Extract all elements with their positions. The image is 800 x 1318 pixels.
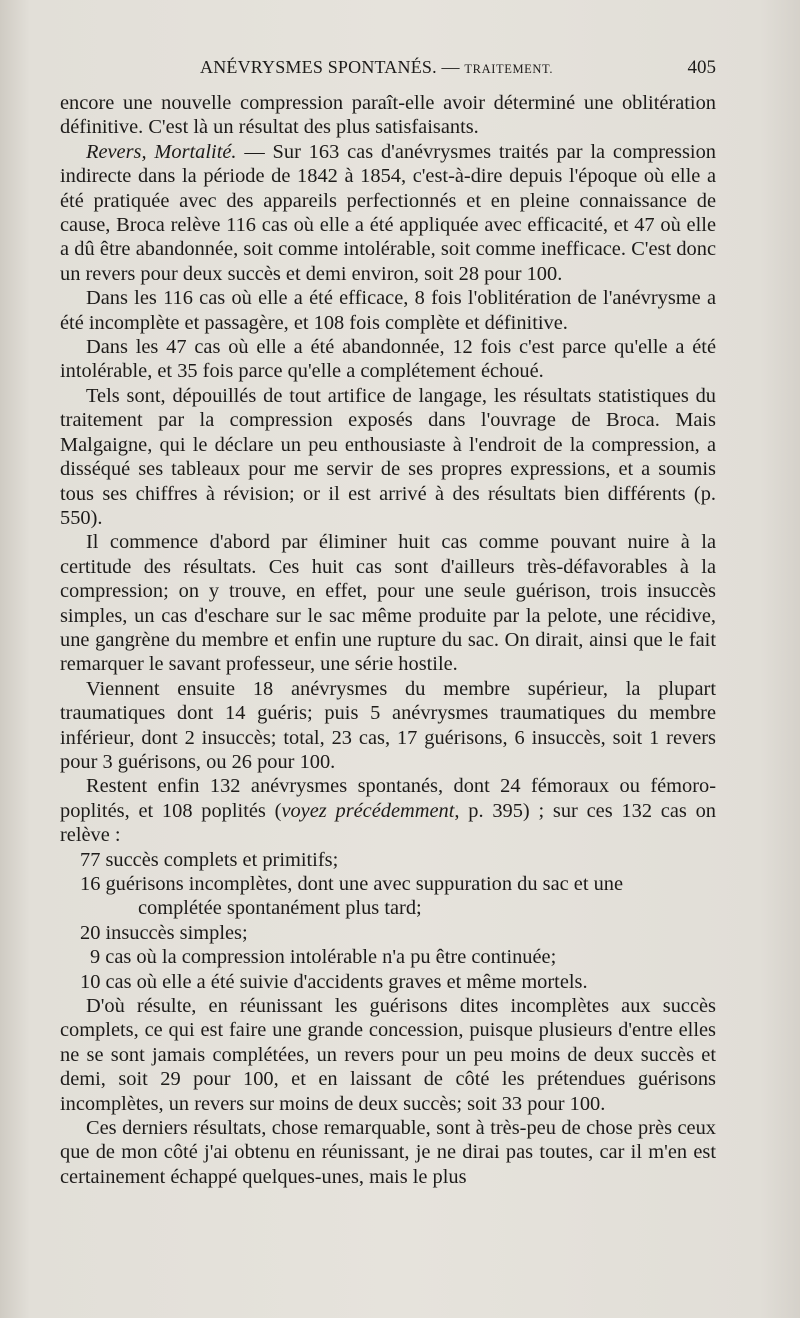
paragraph-8-italic: voyez précédemment [281,799,455,822]
paragraph-5: Tels sont, dépouillés de tout artifice de langage, les résultats statistiques du traitement par la compression exposés dans l'ouvrage de Broca. Mais Malgaigne, qui le déclare un peu enthousiaste à l'endroit de la compression, a disséqué ses tableaux pour me servir de ses propres expressions, et a soumis tous ses chiffres à révision; or il est arrivé à des résultats bien différents (p. 550). [60,384,716,529]
list-item-2 [60,872,716,921]
running-title [200,55,553,81]
list-item-3: 20 insuccès simples; [80,921,248,944]
list-item-2-line-1: 16 guérisons incomplètes, dont une avec suppuration du sac et une [80,873,624,895]
paragraph-6: Il commence d'abord par éliminer huit cas comme pouvant nuire à la certitude des résultats. Ces huit cas sont d'ailleurs très-défavorables à la compression; on y trouve, en effet, pour une seule guérison, trois insuccès simples, un cas d'eschare sur le sac même produite par la pelote, une récidive, une gangrène du membre et enfin une rupture du sac. On dirait, ainsi que le fait remarquer le savant professeur, une série hostile. [60,531,716,676]
section-heading-revers: Revers, Mortalité. [86,140,237,163]
page-text-block [60,55,716,1189]
paragraph-1: encore une nouvelle compression paraît-elle avoir déterminé une oblitération définitive. C'est là un résultat des plus satisfaisants. [60,92,716,139]
running-header [60,55,716,91]
running-title-section: TRAITEMENT. [464,62,554,76]
list-item-5: 10 cas où elle a été suivie d'accidents graves et même mortels. [80,970,588,993]
paragraph-9: D'où résulte, en réunissant les guérisons dites incomplètes aux succès complets, ce qui est faire une grande concession, puisque plusieurs d'entre elles ne se sont jamais complétées, un revers pour un peu moins de deux succès et demi, soit 29 pour 100, et en laissant de côté les prétendues guérisons incomplètes, un revers sur moins de deux succès; soit 33 pour 100. [60,995,716,1115]
paragraph-4: Dans les 47 cas où elle a été abandonnée, 12 fois c'est parce qu'elle a été intolérable, et 35 fois parce qu'elle a complétement échoué. [60,336,716,383]
paragraph-8-text-b: , p. 395) ; sur ces 132 cas on relève : [60,799,716,847]
paragraph-8 [60,774,716,847]
paragraph-2 [60,140,716,286]
list-item-1: 77 succès complets et primitifs; [80,848,339,871]
list-item-2-line-2: complétée spontanément plus tard; [138,897,422,920]
paragraph-8-text-a: Restent enfin 132 anévrysmes spontanés, dont 24 fémoraux ou fémoro-poplités, et 108 poplités ( [60,775,716,822]
paragraph-7: Viennent ensuite 18 anévrysmes du membre supérieur, la plupart traumatiques dont 14 guéris; puis 5 anévrysmes traumatiques du membre inférieur, dont 2 insuccès; total, 23 cas, 17 guérisons, 6 insuccès, soit 1 revers pour 3 guérisons, ou 26 pour 100. [60,677,716,773]
paragraph-10: Ces derniers résultats, chose remarquable, sont à très-peu de chose près ceux que de mon côté j'ai obtenu en réunissant, je ne dirai pas toutes, car il m'en est certainement échappé quelques-unes, mais le plus [60,1117,716,1188]
page-number: 405 [687,57,716,78]
running-title-main: ANÉVRYSMES SPONTANÉS. — [200,57,460,77]
list-item-4: 9 cas où la compression intolérable n'a pu être continuée; [90,946,557,969]
paragraph-3: Dans les 116 cas où elle a été efficace, 8 fois l'oblitération de l'anévrysme a été incomplète et passagère, et 108 fois complète et définitive. [60,287,716,334]
paragraph-2-text: — Sur 163 cas d'anévrysmes traités par la compression indirecte dans la période de 1842 à 1854, c'est-à-dire depuis l'époque où elle a été pratiquée avec des appareils perfectionnés et en pleine connaissance de cause, Broca relève 116 cas où elle a été appliquée avec efficacité, et 47 où elle a dû être abandonnée, soit comme intolérable, soit comme inefficace. C'est donc un revers pour deux succès et demi environ, soit 28 pour 100. [60,140,716,285]
